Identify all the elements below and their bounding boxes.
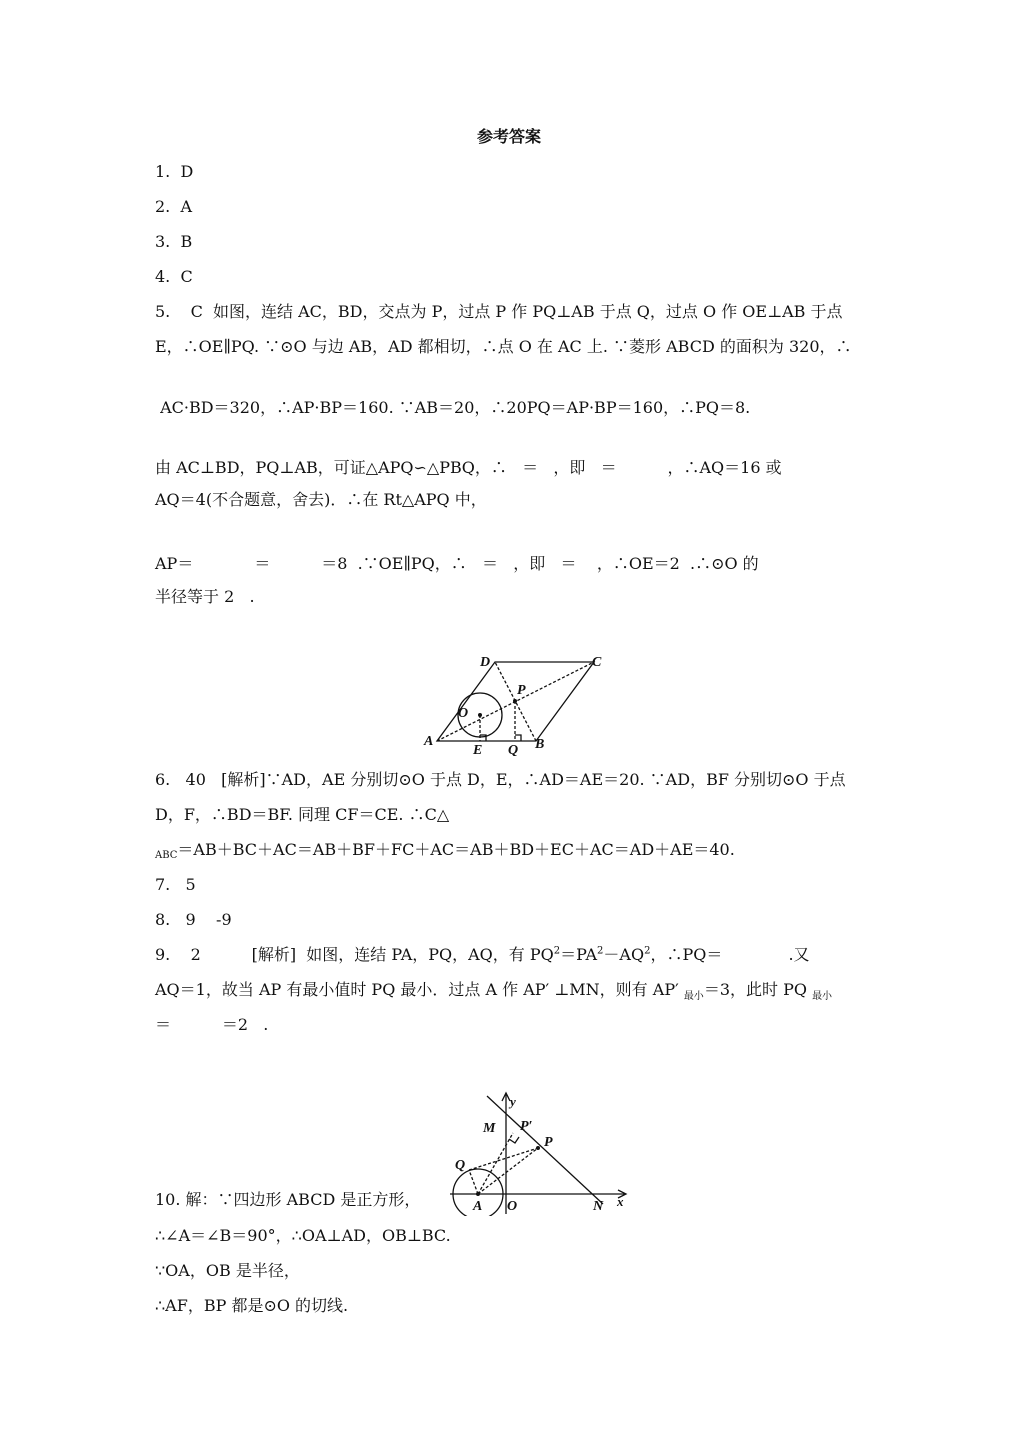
- answer-9-line-2-mid: ＝3，此时 PQ: [703, 980, 813, 999]
- label-e: E: [473, 743, 483, 756]
- answer-5-line-1: 5. C 如图，连结 AC，BD，交点为 P，过点 P 作 PQ⊥AB 于点 Q，过点 O 作 OE⊥AB 于点: [155, 302, 843, 321]
- label-y: y: [510, 1094, 516, 1109]
- label-c: C: [592, 655, 602, 670]
- answer-2: 2. A: [155, 197, 192, 216]
- answer-6-line-2: D，F，∴BD＝BF. 同理 CF＝CE. ∴C△: [155, 805, 450, 824]
- answer-10-line-4: ∴AF，BP 都是⊙O 的切线.: [155, 1296, 349, 1315]
- right-angle-mark-p-prime: [509, 1137, 519, 1143]
- label-p-prime: P′: [520, 1119, 533, 1134]
- answer-5-line-2: E，∴OE∥PQ. ∵⊙O 与边 AB，AD 都相切，∴点 O 在 AC 上. ∵菱形 ABCD 的面积为 320，∴: [155, 337, 852, 356]
- answer-9-line-2: [155, 980, 833, 1003]
- point-a: [476, 1192, 480, 1196]
- subscript-min-2: 最小: [812, 991, 833, 1003]
- right-angle-mark-q: [515, 735, 521, 741]
- superscript-2-aq: 2: [644, 945, 651, 957]
- label-n: N: [593, 1199, 604, 1214]
- label-x: x: [617, 1194, 624, 1209]
- answer-6-line-1: 6. 40 [解析]∵AD，AE 分别切⊙O 于点 D，E，∴AD＝AE＝20. ∵AD，BF 分别切⊙O 于点: [155, 770, 846, 789]
- answer-5-line-3: AC·BD＝320，∴AP·BP＝160. ∵AB＝20，∴20PQ＝AP·BP＝160，∴PQ＝8.: [155, 398, 751, 417]
- answer-9-line-1-pre: 9. 2 [解析] 如图，连结 PA，PQ，AQ，有 PQ: [155, 945, 554, 964]
- answer-5-line-4: 由 AC⊥BD，PQ⊥AB，可证△APQ∽△PBQ，∴ ＝ ，即 ＝ ，∴AQ＝16 或: [155, 458, 782, 477]
- label-q: Q: [508, 743, 519, 756]
- answer-9-line-1-post: ，∴PQ＝ .又: [650, 945, 810, 964]
- answer-5-line-6: AP＝ ＝ ＝8 .∵OE∥PQ，∴ ＝ ，即 ＝ ，∴OE＝2 .∴⊙O 的: [155, 554, 759, 573]
- answer-9-line-1-mid2: －AQ: [603, 945, 645, 964]
- point-p: [513, 699, 517, 703]
- point-o: [478, 713, 482, 717]
- answer-8: 8. 9 -9: [155, 910, 232, 929]
- superscript-2-pq: 2: [553, 945, 561, 957]
- label-o: O: [458, 706, 469, 721]
- label-d: D: [480, 655, 491, 670]
- label-p: P: [517, 683, 526, 698]
- answer-9-line-3: ＝ ＝2 .: [155, 1015, 269, 1034]
- rhombus-figure: [420, 648, 610, 756]
- subscript-abc: ABC: [155, 850, 178, 861]
- answer-3: 3. B: [155, 232, 193, 251]
- label-p-fig2: P: [544, 1135, 553, 1150]
- label-m: M: [483, 1121, 496, 1136]
- answer-6-line-3: [155, 840, 735, 866]
- answer-9-line-1-mid: ＝PA: [560, 945, 598, 964]
- segment-aq: [469, 1170, 478, 1194]
- label-a-fig2: A: [473, 1199, 483, 1214]
- label-a: A: [424, 734, 434, 749]
- coordinate-figure: [445, 1088, 635, 1216]
- answer-5-line-7: 半径等于 2 .: [155, 587, 255, 606]
- segment-qp: [469, 1148, 538, 1170]
- label-o-fig2: O: [507, 1199, 518, 1214]
- answer-10-line-2: ∴∠A＝∠B＝90°，∴OA⊥AD，OB⊥BC.: [155, 1226, 451, 1245]
- label-b: B: [535, 737, 545, 752]
- subscript-min-1: 最小: [683, 991, 704, 1003]
- page-title: 参考答案: [477, 127, 542, 146]
- answer-9-line-1: [155, 945, 810, 965]
- answer-5-line-5: AQ＝4(不合题意，舍去)．∴在 Rt△APQ 中，: [155, 490, 487, 509]
- answer-1: 1. D: [155, 162, 194, 181]
- label-q-fig2: Q: [455, 1158, 466, 1173]
- answer-9-line-2-pre: AQ＝1，故当 AP 有最小值时 PQ 最小．过点 A 作 AP′ ⊥MN，则有 AP′: [155, 980, 684, 999]
- point-p-fig2: [536, 1146, 540, 1150]
- line-mn: [487, 1096, 603, 1204]
- answer-10-line-1: 10. 解：∵四边形 ABCD 是正方形，: [155, 1190, 421, 1209]
- answer-7: 7. 5: [155, 875, 196, 894]
- segment-ap-prime: [478, 1133, 513, 1194]
- answer-4: 4. C: [155, 267, 193, 286]
- superscript-2-pa: 2: [597, 945, 604, 957]
- answer-10-line-3: ∵OA，OB 是半径，: [155, 1261, 300, 1280]
- answer-6-line-3-text: ＝AB＋BC＋AC＝AB＋BF＋FC＋AC＝AB＋BD＋EC＋AC＝AD＋AE＝40.: [177, 840, 735, 859]
